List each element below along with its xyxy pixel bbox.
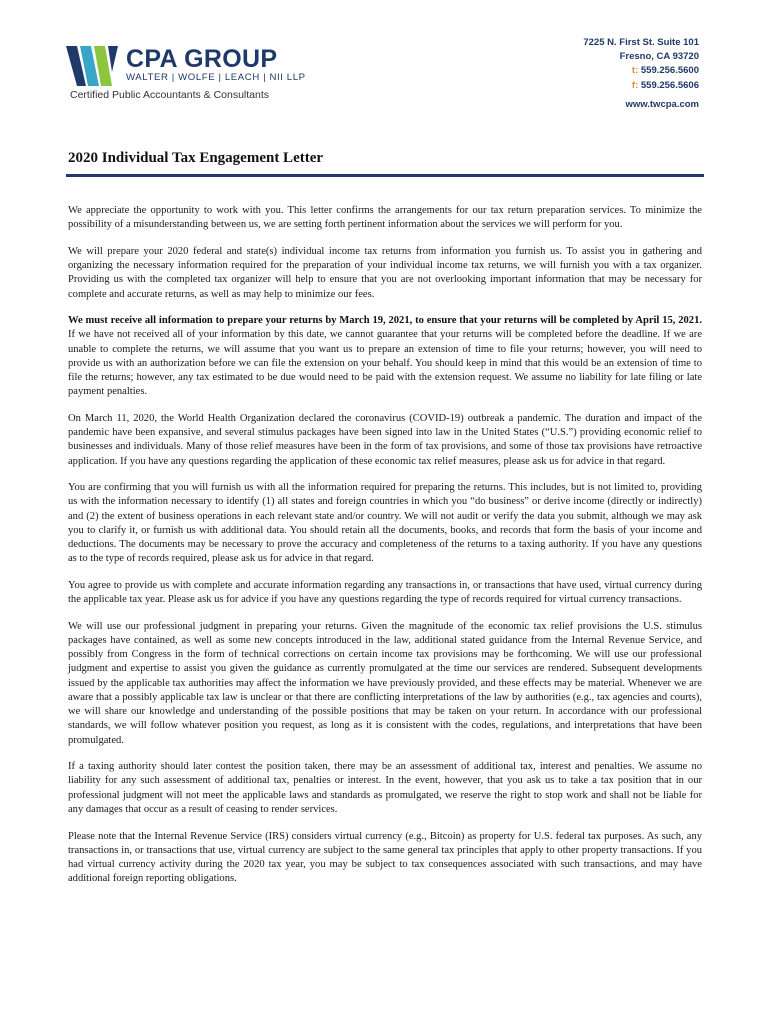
paragraph-deadline bbox=[68, 314, 702, 399]
letter-body bbox=[68, 204, 702, 899]
logo-tagline: Certified Public Accountants & Consultants bbox=[70, 89, 270, 101]
paragraph-contest: If a taxing authority should later contest the position taken, there may be an assessment of additional tax, interest and penalties. We assume no liability for any such assessment of additional tax, penalties or interest. In the event, however, that you ask us to take a tax position that in our professional judgment will not meet the applicable laws and standards as promulgated, we reserve the right to stop work and shall not be liable for any damages that occur as a result of ceasing to render services. bbox=[68, 761, 702, 815]
deadline-text: If we have not received all of your information by this date, we cannot guarantee that your returns will be completed before the deadline. If we are unable to complete the returns, we will assume that you want us to prepare an extension of time to file your returns; however, you will need to provide us with an authorization before we can file the extension on your behalf. You should keep in mind that this would be an extension of time to file the returns; however, any tax estimated to be due would need to be paid with the extension request. We assume no liability for late filing or late payment penalties. bbox=[68, 329, 702, 398]
deadline-bold-text: We must receive all information to prepare your returns by March 19, 2021, to ensure that your returns will be completed by April 15, 2021. bbox=[68, 315, 702, 327]
paragraph-information: You are confirming that you will furnish us with all the information required for preparing the returns. This includes, but is not limited to, providing us with the information necessary to identify (1) all states and foreign countries in which you “do business” or derive income (directly or indirectly) and (2) the extent of business operations in each relevant state and/or country. We will not audit or verify the data you submit, although we may ask you to clarify it, or furnish us with additional data. You should retain all the documents, books, and records that form the basis of your income and deductions. The documents may be necessary to prove the accuracy and completeness of the returns to a taxing authority. If you have any questions as to the type of records required, please ask us for advice in that regard. bbox=[68, 482, 702, 565]
phone-number: 559.256.5600 bbox=[640, 65, 699, 77]
document-title: 2020 Individual Tax Engagement Letter bbox=[68, 150, 324, 166]
company-logo bbox=[66, 42, 306, 104]
title-divider bbox=[66, 174, 704, 177]
website-link[interactable]: www.twcpa.com bbox=[625, 98, 699, 110]
paragraph-preparation: We will prepare your 2020 federal and state(s) individual income tax returns from information you furnish us. To assist you in gathering and organizing the necessary information required for the preparation of your individual income tax returns, we will furnish you with a tax organizer. Providing us with the completed tax organizer will help to ensure that you are not overlooking important information that may be necessary for complete and accurate returns, as well as may help to minimize our fees. bbox=[68, 245, 702, 300]
fax-number: 559.256.5606 bbox=[640, 79, 699, 91]
phone-row bbox=[583, 64, 699, 78]
paragraph-virtual-currency-info: You agree to provide us with complete and accurate information regarding any transactions in, or transactions that have used, virtual currency during the applicable tax year. Please ask us for advice if you have any questions regarding the type of records required for virtual currency transactions. bbox=[68, 579, 702, 606]
paragraph-intro: We appreciate the opportunity to work with you. This letter confirms the arrangements for our tax return preparation services. To minimize the possibility of a misunderstanding between us, we are setting forth pertinent information about the services we will perform for you. bbox=[68, 205, 702, 231]
phone-label: t: bbox=[631, 65, 639, 77]
contact-block bbox=[583, 36, 699, 112]
fax-row bbox=[583, 79, 699, 93]
address-line-2: Fresno, CA 93720 bbox=[619, 51, 699, 63]
paragraph-covid: On March 11, 2020, the World Health Organization declared the coronavirus (COVID-19) outbreak a pandemic. The duration and impact of the pandemic have been expansive, and several stimulus packages have been signed into law in the United States (“U.S.”) providing economic relief to businesses and individuals. Many of those relief measures have been in the form of tax provisions, and some of those tax provisions have retroactive application. If you have any questions regarding the application of these economic tax relief measures, please ask us for advice in that regard. bbox=[68, 412, 702, 467]
w-logo-icon bbox=[66, 46, 124, 86]
paragraph-irs-virtual-currency: Please note that the Internal Revenue Service (IRS) considers virtual currency (e.g., Bitcoin) as property for U.S. federal tax purposes. As such, any transactions in, or transactions that use, virtual currency are subject to the same general tax principles that apply to other property transactions. If you had virtual currency activity during the 2020 tax year, you may be subject to tax consequences associated with such transactions, and may have additional foreign reporting obligations. bbox=[68, 830, 702, 885]
address-line-1: 7225 N. First St. Suite 101 bbox=[583, 37, 699, 48]
logo-subtitle: WALTER | WOLFE | LEACH | NII LLP bbox=[126, 72, 306, 83]
paragraph-professional-judgment: We will use our professional judgment in preparing your returns. Given the magnitude of the economic tax relief provisions the U.S. stimulus packages have contained, as well as some new concepts introduced in the law, additional stated guidance from the Internal Revenue Service, and possibly from Congress in the form of technical corrections on certain income tax provisions may be forthcoming. We will use our professional judgment and expertise to assist you given the guidance as currently promulgated at the time our services are rendered. Subsequent developments issued by the applicable tax authorities may affect the information we have previously provided, and these effects may be material. Whenever we are aware that a possibly applicable tax law is unclear or that there are conflicting interpretations of the law by authorities (e.g., tax agencies and courts), we will share our knowledge and understanding of the possible positions that may be taken on your return. In accordance with our professional standards, we will follow whatever position you request, as long as it is consistent with the codes, regulations, and interpretations that have been promulgated. bbox=[68, 620, 702, 746]
logo-title: CPA GROUP bbox=[126, 45, 278, 73]
fax-label: f: bbox=[631, 79, 639, 91]
